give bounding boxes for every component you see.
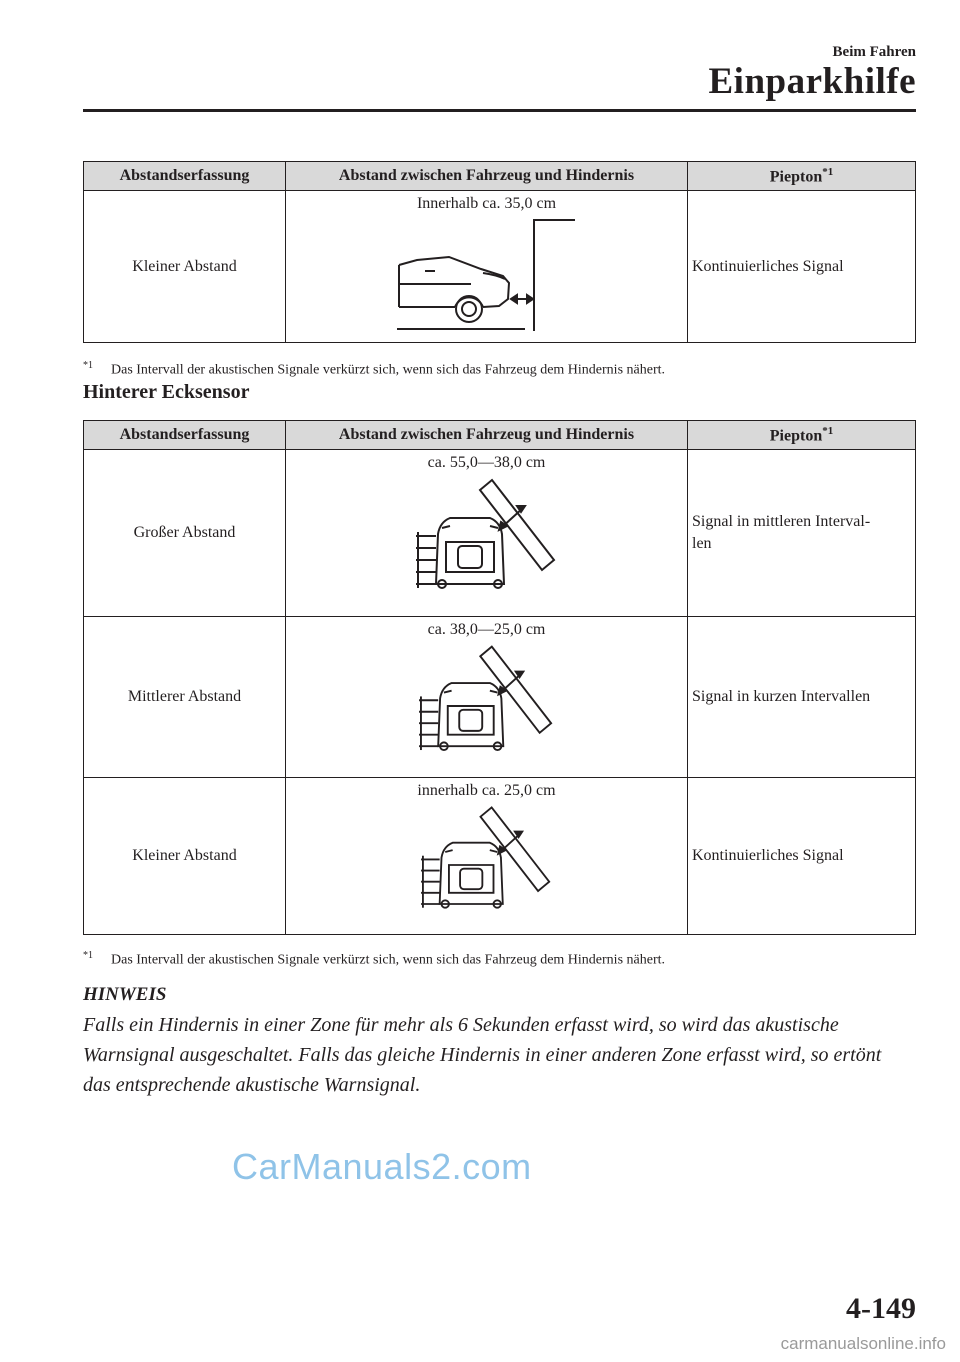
beep-signal: Kontinuierliches Signal [688,778,916,935]
table-row [84,778,916,935]
col-header-beep: Piepton$^{*1}$ [688,421,916,450]
table-header-row [84,162,916,191]
col-header-beep: Piepton$^{*1}$ [688,162,916,191]
distance-value: ca. 38,0―25,0 cm [427,621,546,638]
distance-cell [286,191,688,343]
distance-value: Innerhalb ca. 35,0 cm [416,195,557,212]
detection-range: Großer Abstand [84,450,286,617]
detection-range: Kleiner Abstand [84,191,286,343]
distance-cell [286,617,688,778]
table-row [84,450,916,617]
page-number: 4-149 [846,1292,916,1325]
beep-signal: Kontinuierliches Signal [688,191,916,343]
beep-signal: Signal in kurzen Intervallen [688,617,916,778]
detection-range: Kleiner Abstand [84,778,286,935]
header-divider [83,109,916,112]
car-top-view-corner-obstacle-icon [402,472,572,612]
site-watermark: carmanualsonline.info [780,1334,946,1353]
car-top-view-corner-obstacle-icon [402,639,572,773]
car-top-view-corner-obstacle-icon [402,800,572,930]
watermark-logo: CarManuals2.com [232,1146,532,1187]
table-header-row [84,421,916,450]
page-title: Einparkhilfe [708,61,916,102]
footnote-rear: $^{*1}$ Das Intervall der akustischen Signale verkürzt sich, wenn sich das Fahrzeug dem Hindernis nähert. [83,360,665,378]
table-row [84,191,916,343]
col-header-distance: Abstand zwischen Fahrzeug und Hindernis [286,162,688,191]
distance-cell [286,450,688,617]
col-header-detection: Abstandserfassung [84,162,286,191]
section-heading: Hinterer Ecksensor [83,381,250,403]
rear-corner-sensor-table [83,420,916,935]
note-title: HINWEIS [83,984,167,1005]
rear-sensor-table [83,161,916,343]
note-text: Falls ein Hindernis in einer Zone für mehr als 6 Sekunden erfasst wird, so wird das akustische Warnsignal ausgeschaltet. Falls das gleiche Hindernis in einer anderen Zone erfasst wird, so ertönt das entsprechende akustische Warnsignal. [83,1014,882,1096]
col-header-distance: Abstand zwischen Fahrzeug und Hindernis [286,421,688,450]
distance-cell [286,778,688,935]
distance-value: ca. 55,0―38,0 cm [427,454,546,471]
footnote-corner: $^{*1}$ Das Intervall der akustischen Signale verkürzt sich, wenn sich das Fahrzeug dem Hindernis nähert. [83,950,665,968]
rear-car-side-view-icon [387,213,587,333]
col-header-detection: Abstandserfassung [84,421,286,450]
beep-signal: Signal in mittleren Interval- len [688,450,916,617]
header-section-title: Beim Fahren [832,44,916,60]
detection-range: Mittlerer Abstand [84,617,286,778]
table-row [84,617,916,778]
distance-value: innerhalb ca. 25,0 cm [417,782,556,799]
